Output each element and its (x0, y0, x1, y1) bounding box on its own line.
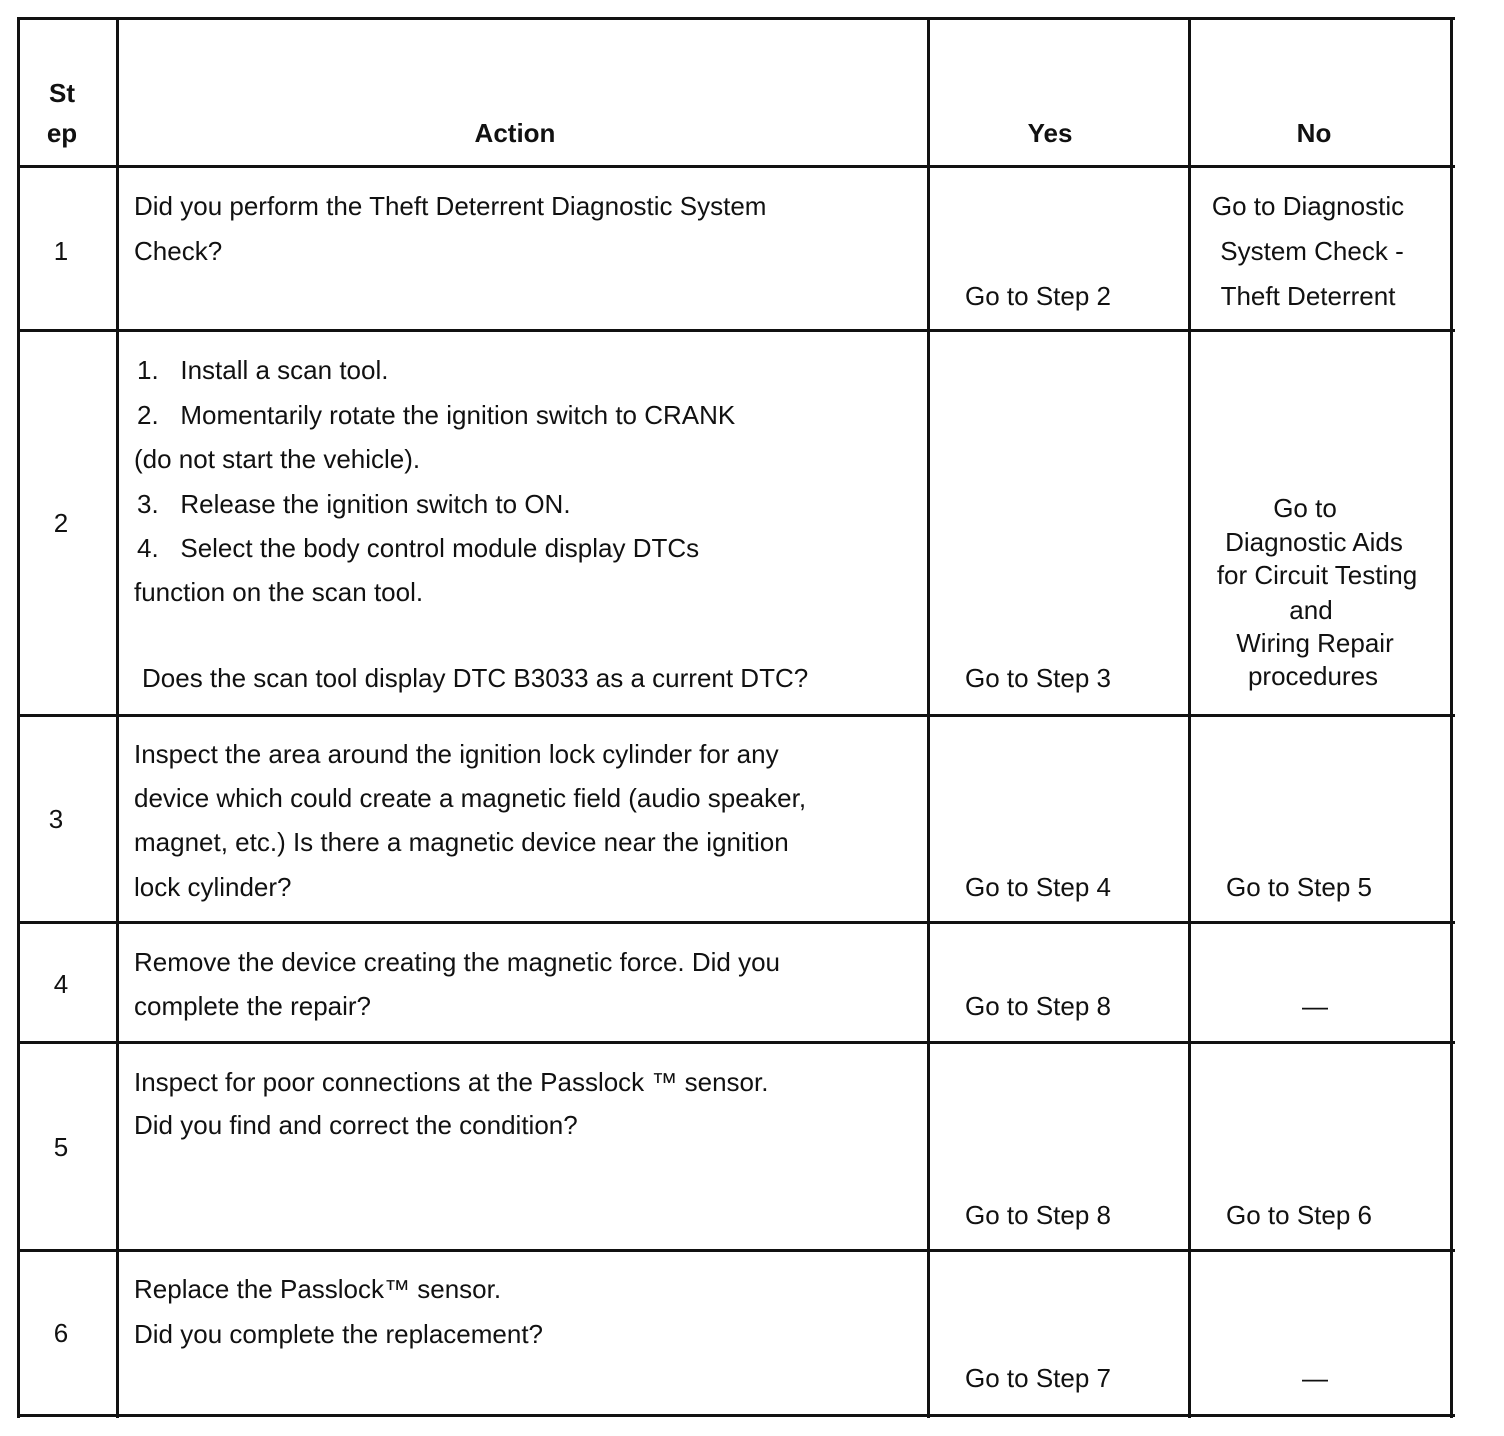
step-number: 3 (48, 804, 64, 834)
header-step-line: ep (46, 118, 78, 148)
table-border-right (1450, 17, 1453, 1418)
action-line: 3. Release the ignition switch to ON. (137, 489, 571, 519)
yes-result: Go to Step 2 (965, 281, 1111, 311)
no-result: Go to Step 6 (1226, 1200, 1372, 1230)
row-divider (17, 921, 1455, 924)
action-line: magnet, etc.) Is there a magnetic device near the ignition (134, 827, 789, 857)
action-line: Remove the device creating the magnetic force. Did you (134, 947, 781, 977)
column-divider (116, 17, 119, 1418)
row-divider (17, 1249, 1455, 1252)
action-line: device which could create a magnetic field (audio speaker, (134, 783, 807, 813)
no-result-line: for Circuit Testing (1216, 560, 1418, 590)
no-result: — (1302, 991, 1328, 1021)
action-line: (do not start the vehicle). (134, 444, 421, 474)
step-number: 2 (53, 508, 69, 538)
no-result: Go to Step 5 (1226, 872, 1372, 902)
step-number: 4 (53, 969, 69, 999)
action-line: function on the scan tool. (134, 577, 424, 607)
step-number: 1 (53, 236, 69, 266)
header-step (47, 77, 77, 149)
row-divider (17, 1041, 1455, 1044)
no-result-line: Theft Deterrent (1220, 281, 1396, 311)
action-line: 4. Select the body control module display DTCs (137, 533, 700, 563)
action-line: Did you perform the Theft Deterrent Diagnostic System (134, 191, 767, 221)
action-line: 1. Install a scan tool. (137, 355, 389, 385)
step-number: 6 (53, 1318, 69, 1348)
action-line: Inspect for poor connections at the Passlock ™ sensor. (134, 1067, 769, 1097)
no-result-line: Go to (1273, 493, 1337, 523)
yes-result: Go to Step 4 (965, 872, 1111, 902)
no-result-line: Go to Diagnostic (1211, 191, 1405, 221)
row-divider (17, 329, 1455, 332)
action-line: 2. Momentarily rotate the ignition switch to CRANK (137, 400, 736, 430)
action-line: Did you complete the replacement? (134, 1319, 544, 1349)
column-divider (1188, 17, 1191, 1418)
header-step-line: St (49, 78, 75, 108)
no-result-line: System Check - (1220, 236, 1404, 266)
table-border-left (17, 17, 20, 1418)
table-border-bottom (17, 1414, 1455, 1417)
no-result-line: procedures (1247, 661, 1379, 691)
header-no: No (1296, 118, 1332, 148)
header-action: Action (474, 118, 556, 148)
no-result-line: Wiring Repair (1236, 628, 1394, 658)
yes-result: Go to Step 8 (965, 991, 1111, 1021)
action-line: Inspect the area around the ignition lock cylinder for any (134, 739, 779, 769)
step-number: 5 (53, 1132, 69, 1162)
action-line: Replace the Passlock™ sensor. (134, 1274, 502, 1304)
action-line: Did you find and correct the condition? (134, 1110, 578, 1140)
yes-result: Go to Step 7 (965, 1363, 1111, 1393)
no-result-line: Diagnostic Aids (1225, 527, 1403, 557)
yes-result: Go to Step 3 (965, 663, 1111, 693)
header-divider (17, 165, 1455, 168)
yes-result: Go to Step 8 (965, 1200, 1111, 1230)
action-line: complete the repair? (134, 991, 372, 1021)
action-line: Check? (134, 236, 223, 266)
no-result-line: and (1289, 595, 1333, 625)
header-yes: Yes (1027, 118, 1073, 148)
action-question: Does the scan tool display DTC B3033 as a current DTC? (142, 663, 809, 693)
row-divider (17, 714, 1455, 717)
column-divider (927, 17, 930, 1418)
action-line: lock cylinder? (134, 872, 292, 902)
table-border-top (17, 17, 1455, 20)
no-result: — (1302, 1363, 1328, 1393)
